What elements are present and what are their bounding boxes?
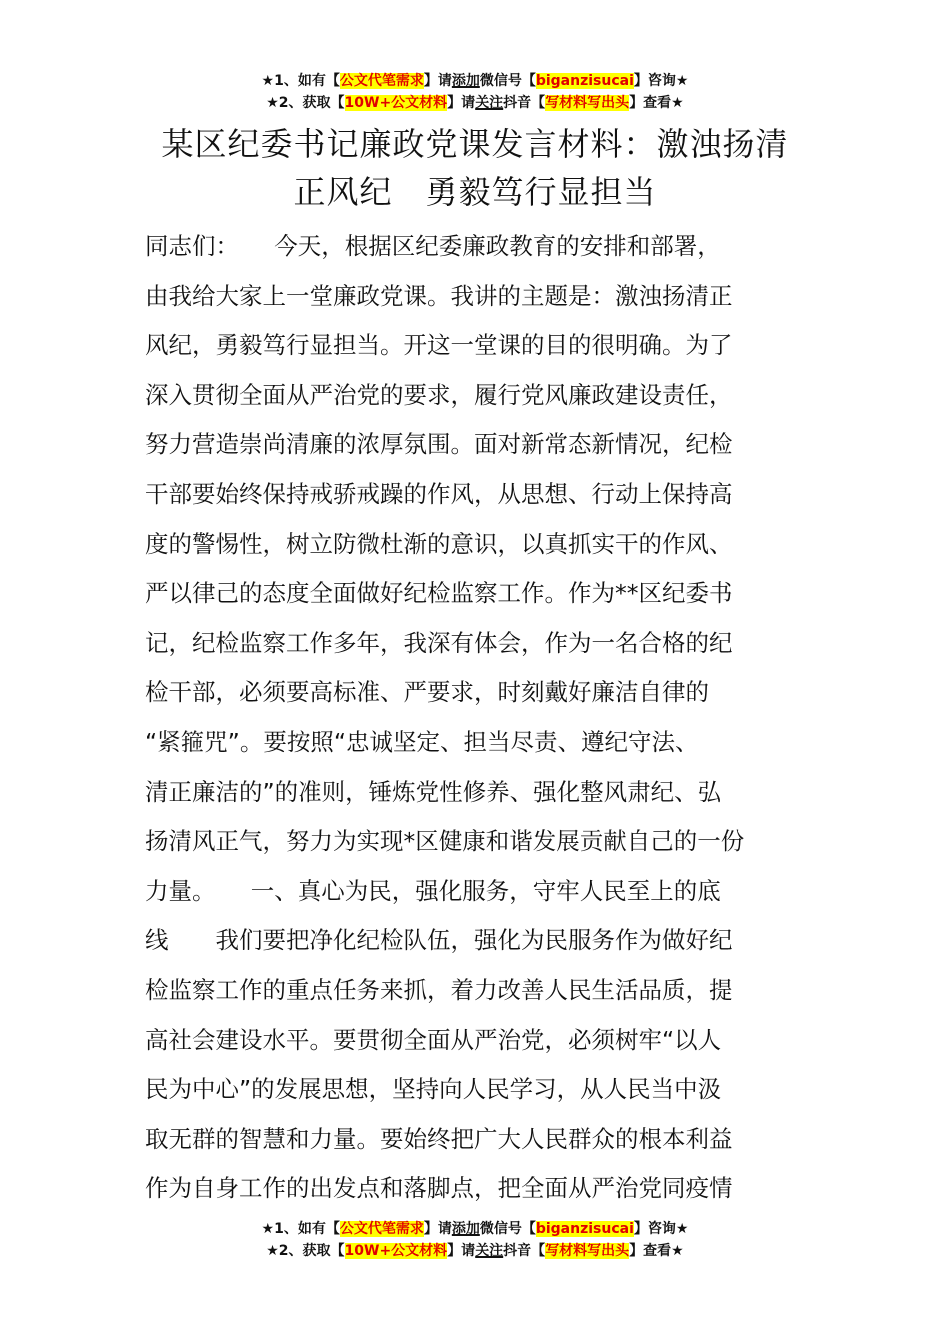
banner-text: ★2、获取【 [266, 1243, 345, 1259]
banner-line-2 [0, 1240, 950, 1262]
body-line: 检干部，必须要高标准、严要求，时刻戴好廉洁自律的 [145, 678, 709, 707]
body-line: 严以律己的态度全面做好纪检监察工作。作为**区纪委书 [145, 579, 733, 608]
document-body [145, 222, 805, 1214]
banner-text: 】咨询★ [633, 73, 689, 89]
title-line: 正风纪 勇毅笃行显担当 [293, 173, 657, 211]
body-line: 由我给大家上一堂廉政党课。我讲的主题是：激浊扬清正 [145, 281, 733, 310]
body-line: 扬清风正气，努力为实现*区健康和谐发展贡献自己的一份 [145, 827, 745, 856]
banner-underlined: 添加 [451, 1221, 480, 1237]
top-banner [0, 70, 950, 114]
banner-text: 抖音【 [503, 95, 546, 111]
body-line: 努力营造崇尚清廉的浓厚氛围。面对新常态新情况，纪检 [145, 430, 733, 459]
banner-text: 】咨询★ [633, 1221, 689, 1237]
banner-text: 】请 [423, 73, 452, 89]
banner-text: 微信号【 [479, 73, 536, 89]
body-line: 干部要始终保持戒骄戒躁的作风，从思想、行动上保持高 [145, 479, 733, 508]
banner-highlight: 10W+公文材料 [344, 1243, 448, 1259]
banner-line-1 [0, 70, 950, 92]
body-line: 风纪，勇毅笃行显担当。开这一堂课的目的很明确。为了 [145, 331, 733, 360]
banner-text: 】请 [447, 95, 476, 111]
body-line: 力量。 一、真心为民，强化服务，守牢人民至上的底 [145, 876, 721, 905]
banner-text: ★1、如有【 [261, 73, 340, 89]
banner-text: 】查看★ [629, 1243, 684, 1259]
banner-highlight: 写材料写出头 [545, 1243, 630, 1259]
banner-line-2 [0, 92, 950, 114]
banner-highlight: 写材料写出头 [545, 95, 630, 111]
banner-highlight: biganzisucai [535, 1221, 634, 1237]
banner-text: ★1、如有【 [261, 1221, 340, 1237]
body-line: 度的警惕性，树立防微杜渐的意识，以真抓实干的作风、 [145, 529, 733, 558]
body-line: 同志们： 今天，根据区纪委廉政教育的安排和部署， [145, 232, 721, 260]
title-line: 某区纪委书记廉政党课发言材料：激浊扬清 [161, 125, 789, 163]
banner-underlined: 添加 [451, 73, 480, 89]
body-line: 深入贯彻全面从严治党的要求，履行党风廉政建设责任， [145, 380, 733, 409]
banner-text: 】请 [423, 1221, 452, 1237]
banner-text: 】查看★ [629, 95, 684, 111]
banner-underlined: 关注 [475, 95, 504, 111]
banner-line-1 [0, 1218, 950, 1240]
body-line: “紧箍咒”。要按照“忠诚坚定、担当尽责、遵纪守法、 [145, 727, 699, 756]
body-line: 清正廉洁的”的准则，锤炼党性修养、强化整风肃纪、弘 [145, 777, 722, 806]
body-line: 线 我们要把净化纪检队伍，强化为民服务作为做好纪 [145, 926, 733, 955]
banner-text: 抖音【 [503, 1243, 546, 1259]
banner-text: ★2、获取【 [266, 95, 345, 111]
bottom-banner [0, 1218, 950, 1262]
body-line: 取无群的智慧和力量。要始终把广大人民群众的根本利益 [145, 1124, 733, 1153]
banner-text: 】请 [447, 1243, 476, 1259]
body-line: 记，纪检监察工作多年，我深有体会，作为一名合格的纪 [145, 628, 733, 657]
body-line: 检监察工作的重点任务来抓，着力改善人民生活品质，提 [145, 975, 733, 1004]
banner-highlight: biganzisucai [535, 73, 634, 89]
body-line: 作为自身工作的出发点和落脚点，把全面从严治党同疫情 [145, 1174, 733, 1203]
banner-text: 微信号【 [479, 1221, 536, 1237]
banner-highlight: 公文代笔需求 [339, 73, 424, 89]
banner-highlight: 10W+公文材料 [344, 95, 448, 111]
banner-highlight: 公文代笔需求 [339, 1221, 424, 1237]
banner-underlined: 关注 [475, 1243, 504, 1259]
body-line: 民为中心”的发展思想，坚持向人民学习，从人民当中汲 [145, 1075, 722, 1104]
document-title [140, 120, 810, 216]
body-line: 高社会建设水平。要贯彻全面从严治党，必须树牢“以人 [145, 1025, 722, 1054]
